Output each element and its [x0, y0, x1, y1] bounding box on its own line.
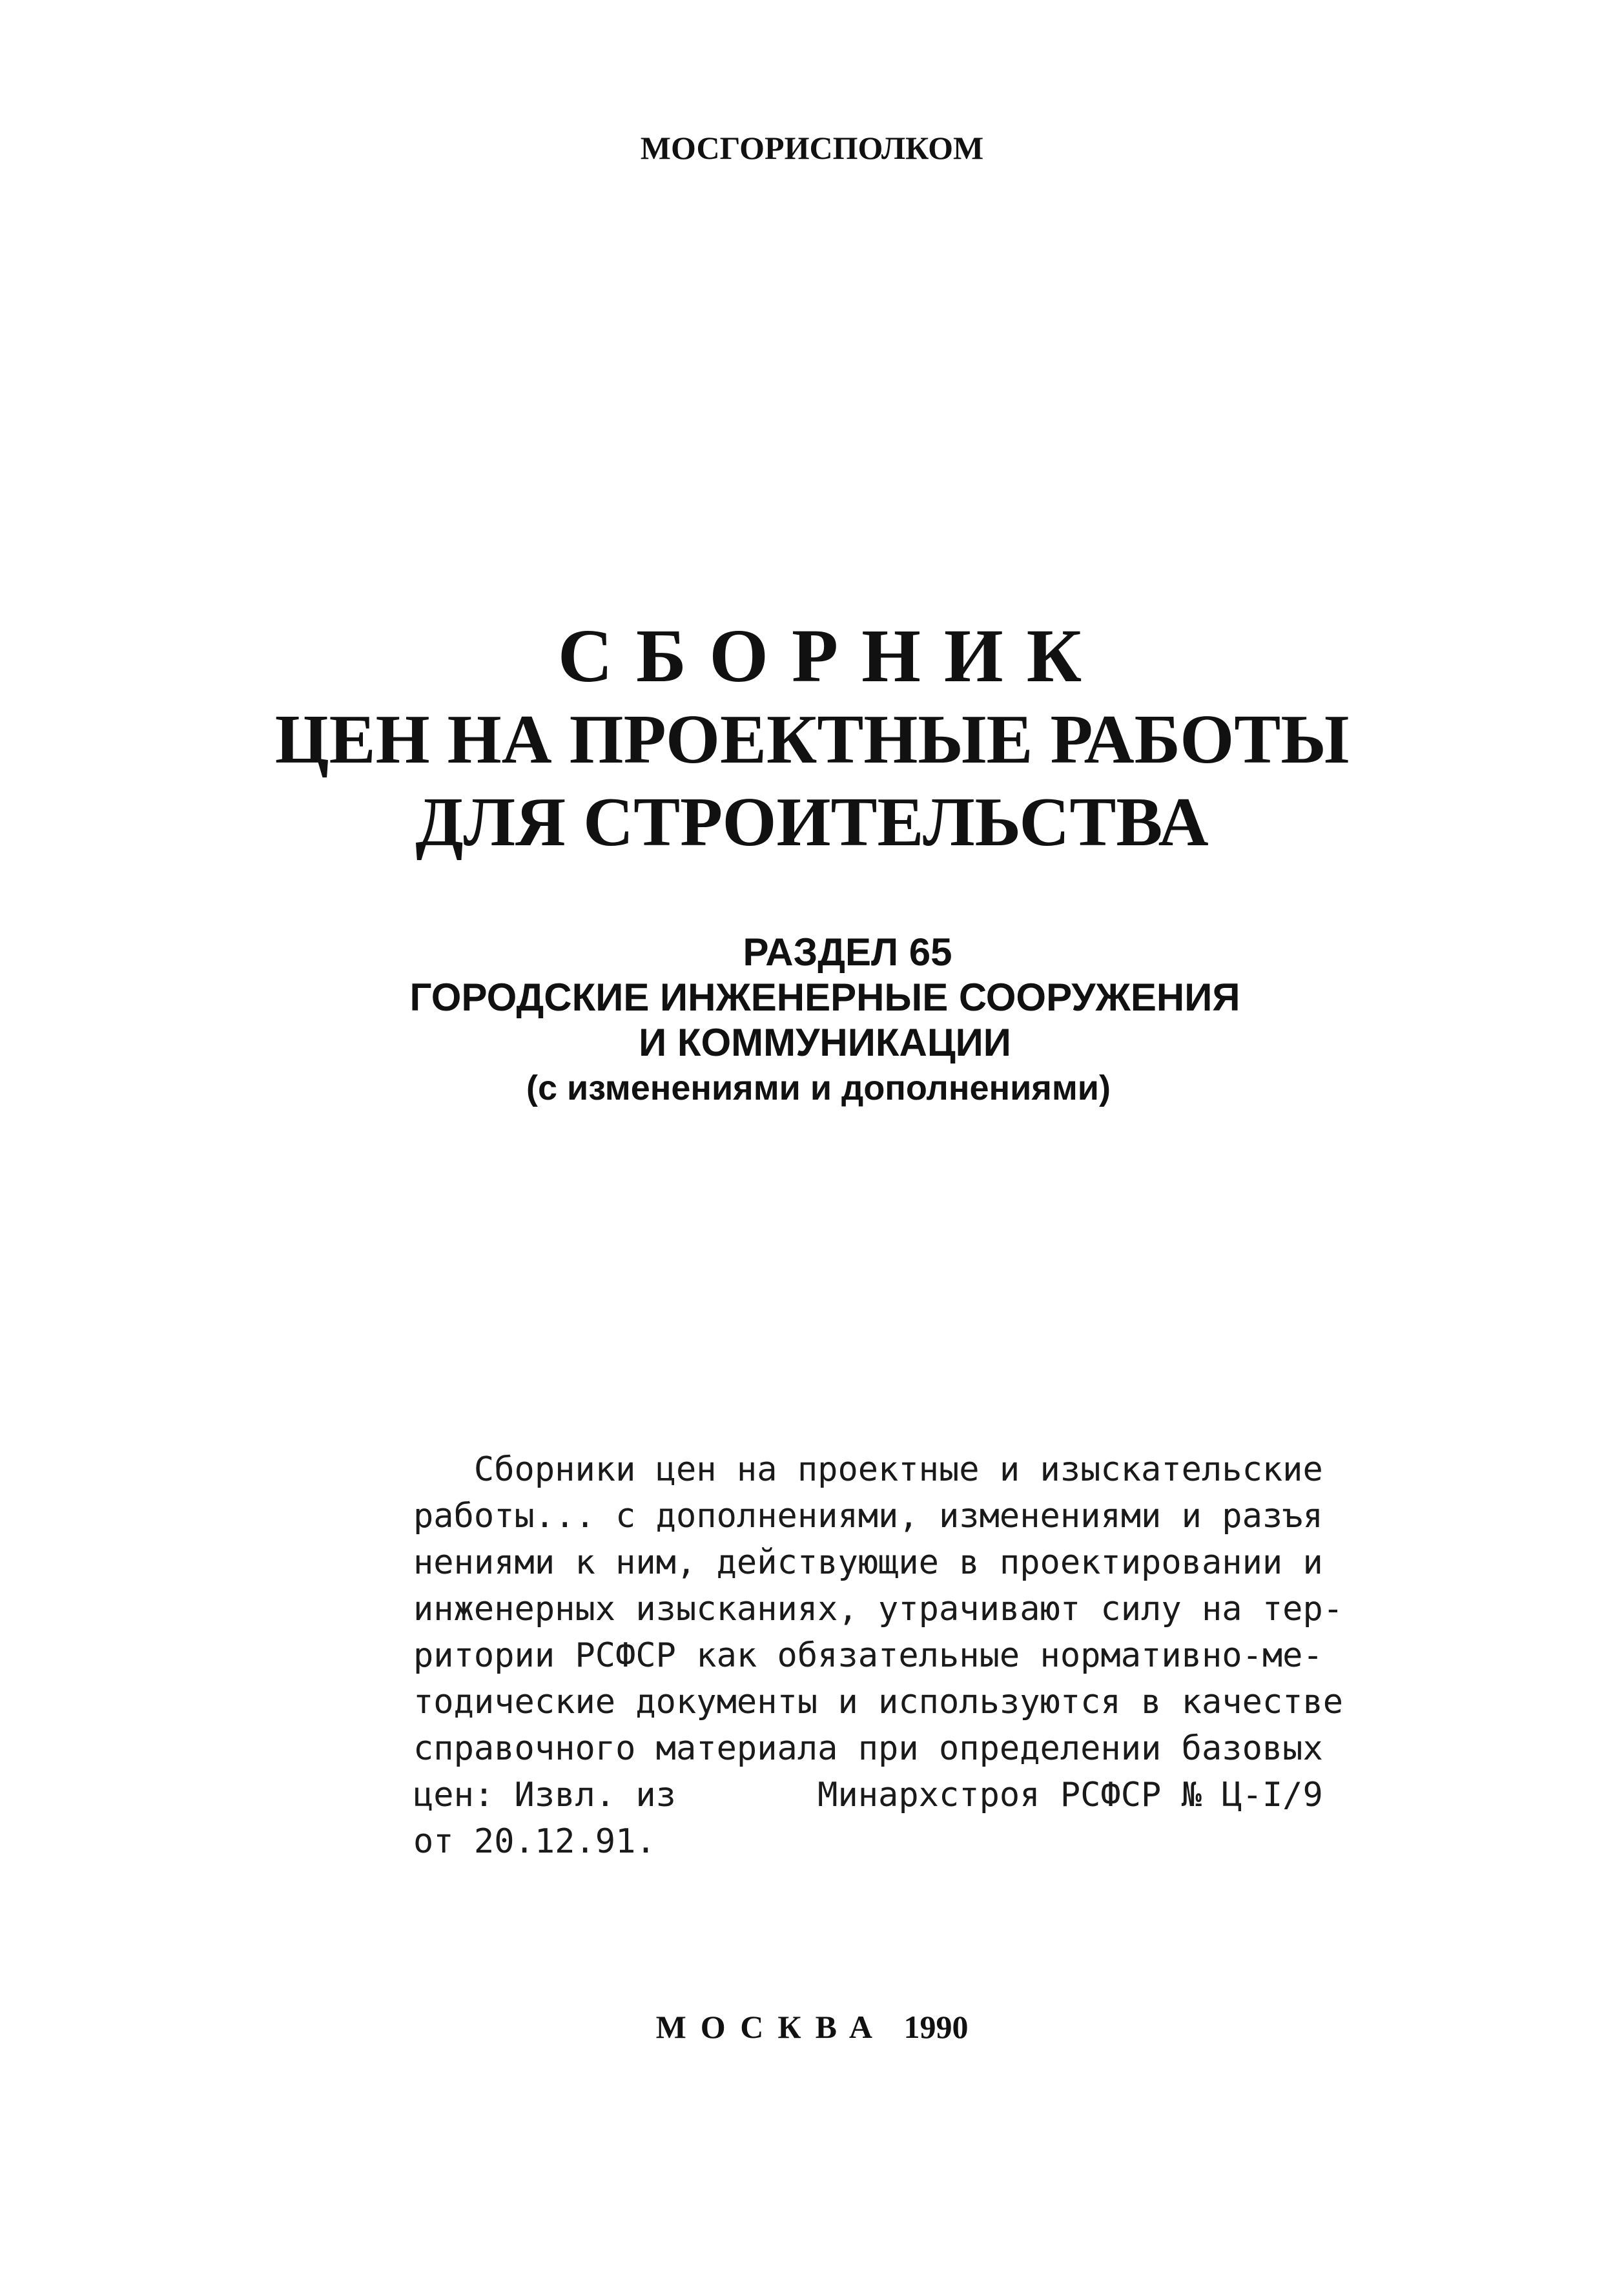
imprint-city: МОСКВА	[655, 2009, 887, 2045]
notice-line: от 20.12.91.	[413, 1822, 656, 1861]
notice-line: Сборники цен на проектные и изыскательские	[413, 1450, 1323, 1489]
notice-line: тодические документы и используются в качестве	[413, 1683, 1344, 1721]
section-name-line-2: И КОММУНИКАЦИИ	[639, 1021, 1011, 1064]
notice-line: инженерных изысканиях, утрачивают силу на тер-	[413, 1590, 1344, 1628]
section-heading	[0, 930, 1624, 1111]
section-note: (с изменениями и дополнениями)	[526, 1069, 1111, 1107]
notice-line: справочного материала при определении базовых	[413, 1729, 1323, 1768]
title-line-2: ДЛЯ СТРОИТЕЛЬСТВА	[415, 784, 1209, 861]
publisher-name: МОСГОРИСПОЛКОМ	[640, 130, 984, 166]
section-name-line-1: ГОРОДСКИЕ ИНЖЕНЕРНЫЕ СООРУЖЕНИЯ	[409, 976, 1240, 1019]
title-word: СБОРНИК	[557, 613, 1105, 698]
notice-line: работы... с дополнениями, изменениями и разъя	[413, 1497, 1323, 1535]
imprint-year: 1990	[903, 2009, 969, 2045]
imprint	[0, 2008, 1624, 2046]
notice-line: цен: Извл. из Минархстроя РСФСР № Ц-I/9	[413, 1776, 1323, 1814]
notice-line: ритории РСФСР как обязательные нормативно-ме-	[413, 1636, 1323, 1675]
section-number: РАЗДЕЛ 65	[743, 930, 952, 974]
typewritten-notice	[413, 1446, 1369, 1865]
title-line-1: ЦЕН НА ПРОЕКТНЫЕ РАБОТЫ	[274, 701, 1350, 778]
notice-line: нениями к ним, действующие в проектировании и	[413, 1543, 1323, 1582]
document-title	[0, 613, 1624, 864]
